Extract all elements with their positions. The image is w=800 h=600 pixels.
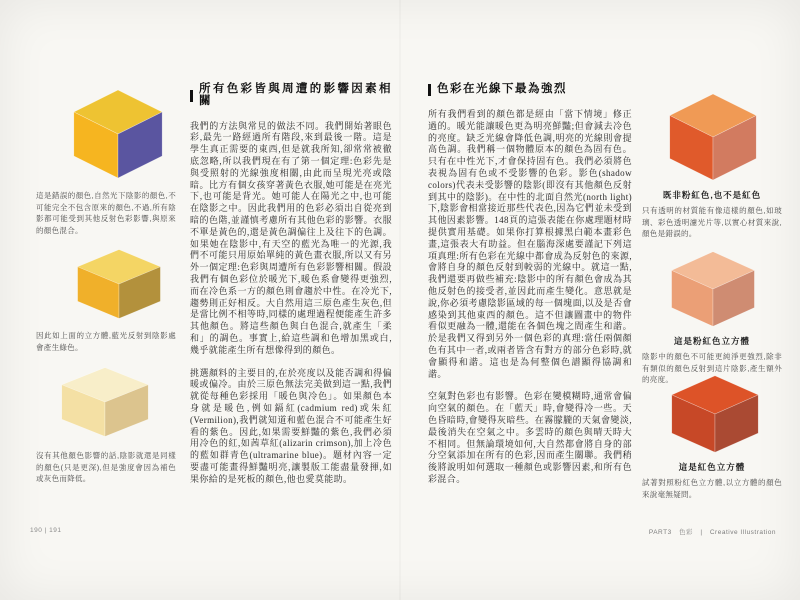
- running-footer: [644, 527, 776, 536]
- left-section-heading: [190, 84, 392, 108]
- figure-caption-heading: 這是紅色立方體: [678, 462, 746, 472]
- pale-yellow-cube-illustration: [58, 366, 152, 438]
- page-spine-divider: [399, 0, 401, 600]
- red-cube-illustration: [668, 374, 762, 454]
- figure-pale-yellow-cube: [36, 366, 176, 485]
- left-paragraph-2: 挑選顏料的主要目的,在於亮度以及能否調和得偏暖或偏冷。由於三原色無法完美做到這一點,我們就從每種色彩採用「暖色與冷色」。如果顏色本身就是暖色,例如鎘紅(cadmium red)或朱紅(Vermilion),我們就知道和藍色混合不可能產生好看的紫色。因此,如果需要鮮豔的紫色,我們必須用冷色的紅,如茜草紅(alizarin crimson),加上冷色的藍如群青色(ultramarine blue)。題材內容一定要盡可能畫得鮮豔明亮,讓製版工能盡量發揮,如果你給的是死板的顏色,他也愛莫能助。: [190, 367, 392, 484]
- figure-pink-cube: [642, 250, 782, 386]
- footer-part-label: PART3: [648, 529, 672, 536]
- right-paragraph-1: 所有我們看到的顏色都是經由「當下情境」修正過的。暖光能讓暖色更為明亮鮮豔;但會減去冷色的亮度。缺乏光線會降低色調,明亮的光線則會提高色調。我們稱一個物體原本的顏色為固有色。只有在中性光下,才會保持固有色。我們必須將色表視為固有色或不受影響的色彩。影色(shadow colors)代表未受影響的陰影(即沒有其他顏色反射到其中的陰影)。在中性的北面自然光(north light)下,陰影會相當接近那些代表色,因為它們並未受到其他因素影響。148頁的這張表能在你處理題材時提供實用基礎。如果你打算根據黑白範本畫彩色畫,這張表大有助益。但在腦海深處要謹記下列這項真理:所有色彩在光線中都會成為反射色的來源,會將自身的顏色反射到較弱的光線中。就這一點,我們還要再做些補充:陰影中的所有顏色會成為其他反射色的接受者,並因此而產生變化。意思就是說,你必須考慮陰影區域的每一個塊面,以及是否會感染到其他東西的顏色。這不但讓圖畫中的物件看似更融為一體,還能在各個色塊之間產生和諧。於是我們又得到另外一個色彩的真理:當任兩個顏色有其中一者,或兩者皆含有對方的部分色彩時,就會顯得和諧。這也是為何整個色譜顯得協調和諧。: [428, 109, 632, 379]
- figure-caption-heading: 既非粉紅色,也不是紅色: [662, 190, 762, 200]
- figure-caption: 陰影中的顏色不可能更純淨更強烈,除非有類似的顏色反射到這片陰影,產生額外的亮度。: [642, 352, 782, 385]
- left-paragraph-1: 我們的方法與常見的做法不同。我們開始著眼色彩,最先一路經過所有階段,來到最後一階。這是學生真正需要的東西,但是就我所知,卻常常被徹底忽略,所以我們現在有了第一個定理:色彩先是與受照射的光線強度相關,由此而呈現光亮或陰暗。比方有個女孩穿著黃色衣服,她可能是在亮光下,也可能是背光。她可能人在陽光之中,也可能在陰影之中。因此我們用的色彩必須出自從亮到暗的色階,並謹慎考慮所有其他色彩的影響。衣服不單是黃色的,還是黃色調偏往上及往下的色調。如果她在陰影中,有天空的藍光為唯一的光源,我們不可能只用原始單純的黃色畫衣服,所以又有另外一個定理:色彩與周遭所有色彩影響相關。假設我們有個色彩位於暖光下,暖色系會變得更強烈,而在冷色系一方的顏色則會趨於中性。在冷光下,趨勢則正好相反。大自然用這三原色產生灰色,但是當比例不相等時,同樣的處理過程便能產生許多其他顏色。將這些顏色與白色混合,就產生「柔和」的調色。事實上,給這些調和色增加黑或白,幾乎就能產生所有想像得到的顏色。: [190, 120, 392, 355]
- right-section-heading: [428, 84, 632, 96]
- left-page-text-column: [190, 84, 392, 497]
- heading-bar-icon: [428, 84, 431, 96]
- orange-red-cube-illustration: [666, 92, 760, 182]
- right-section-heading-label: 色彩在光線下最為強烈: [437, 83, 567, 96]
- figure-caption: 沒有其他顏色影響的話,陰影就還是同樣的顏色(只是更深),但是強度會因為補色或灰色而降低。: [36, 451, 176, 484]
- figure-yellow-cube-green-shadow: [36, 248, 176, 353]
- figure-caption: 試著對照粉紅色立方體,以立方體的顏色來說毫無疑問。: [642, 478, 782, 499]
- pink-cube-illustration: [668, 250, 758, 328]
- right-page-text-column: [428, 84, 632, 497]
- figure-yellow-cube-blue-shadow: [36, 88, 176, 237]
- right-paragraph-2: 空氣對色彩也有影響。色彩在變模糊時,通常會偏向空氣的顏色。在「藍天」時,會變得冷一些。天色昏暗時,會變得灰暗些。在霧朦朧的天氣會變淡,最後消失在空氣之中。多雲時的顏色與晴天時大不相同。但無論環境如何,大自然都會將自身的部分空氣添加在所有的色彩,因而產生關聯。我們稍後將說明如何選取一種顏色或影響因素,和所有色彩混合。: [428, 391, 632, 484]
- figure-caption: 只有透明的材質能有像這樣的顏色,如玻璃、彩色透明濾光片等,以實心材質來說,顏色是錯誤的。: [642, 206, 782, 239]
- page-number: 190 | 191: [30, 527, 62, 534]
- heading-bar-icon: [190, 90, 193, 102]
- footer-section-label: 色彩: [679, 529, 694, 536]
- yellow-cube-green-shadow-illustration: [74, 248, 164, 320]
- figure-caption: 因此如上面的立方體,藍光反射到陰影處會產生綠色。: [36, 331, 176, 352]
- footer-divider: |: [700, 529, 703, 536]
- figure-caption-heading: 這是粉紅色立方體: [673, 336, 750, 346]
- yellow-cube-blue-shadow-illustration: [70, 88, 166, 180]
- figure-orange-red-cube-pink-shadow: [642, 92, 782, 240]
- figure-caption: 這是錯誤的顏色,自然光下陰影的顏色,不可能完全不包含原來的顏色,不過,所有陰影都可能受到其他反射色彩影響,與原來的顏色混合。: [36, 191, 176, 235]
- figure-red-cube: [642, 374, 782, 500]
- footer-book-title: Creative Illustration: [709, 529, 776, 536]
- left-section-heading-label: 所有色彩皆與周遭的影響因素相關: [199, 83, 392, 107]
